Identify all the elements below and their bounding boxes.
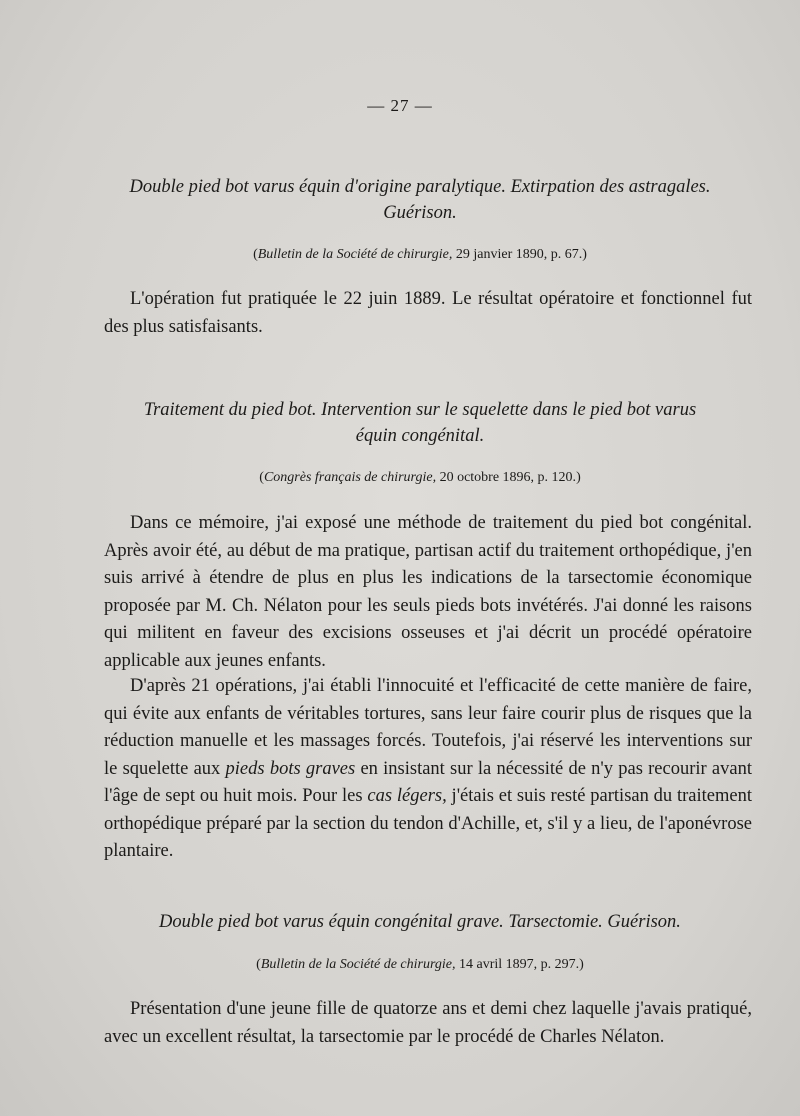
section2-paragraph-2	[104, 673, 752, 866]
section2-emphasis-pieds-bots-graves: pieds bots graves	[225, 758, 356, 779]
section2-paragraph-1: Dans ce mémoire, j'ai exposé une méthode de traitement du pied bot congénital. Après avoir été, au début de ma pratique, partisan actif du traitement orthopédique, j'en suis arrivé à étendre de plus en plus les indications de la tarsectomie économique proposée par M. Ch. Nélaton pour les seuls pieds bots invétérés. J'ai donné les raisons qui militent en faveur des excisions osseuses et j'ai décrit un procédé opératoire applicable aux jeunes enfants.	[104, 513, 752, 671]
section2-emphasis-cas-legers: cas légers,	[367, 786, 447, 806]
section1-title	[100, 174, 740, 226]
page-number: — 27 —	[367, 96, 433, 115]
section3-ref-source: Bulletin de la Société de chirurgie,	[260, 957, 456, 972]
section2-ref-detail: 20 octobre 1896, p. 120.	[439, 470, 577, 485]
section2-title	[100, 397, 740, 449]
section3-title-line1: Double pied bot varus équin congénital grave. Tarsectomie. Guérison.	[159, 912, 681, 932]
section3-body: Présentation d'une jeune fille de quatorze ans et demi chez laquelle j'avais pratiqué, avec un excellent résultat, la tarsectomie par le procédé de Charles Nélaton.	[104, 999, 752, 1047]
section1-ref-source: Bulletin de la Société de chirurgie,	[257, 247, 453, 262]
section1-ref-detail: 29 janvier 1890, p. 67.	[455, 247, 583, 262]
section2-ref-source: Congrès français de chirurgie,	[263, 470, 437, 485]
section1-body: L'opération fut pratiquée le 22 juin 1889. Le résultat opératoire et fonctionnel fut des plus satisfaisants.	[104, 289, 752, 337]
section2-title-line2: équin congénital.	[355, 426, 485, 446]
section2-paragraph-2-text-a: D'après 21 opérations, j'ai établi l'innocuité et l'efficacité de cette manière de faire, qui évite aux enfants de véritables tortures, sans leur faire courir plus de risques que la réduction manuelle et les massages forcés. Toutefois, j'ai réservé les interventions sur le squelette aux	[104, 676, 752, 779]
section2-paragraph-2-text-b: en insistant sur la nécessité de n'y pas recourir avant l'âge de sept ou huit mois. Pour les	[104, 758, 752, 806]
section2-title-line1: Traitement du pied bot. Intervention sur le squelette dans le pied bot varus	[143, 400, 697, 420]
section3-reference: (Bulletin de la Société de chirurgie, 14 avril 1897, p. 297.)	[256, 957, 584, 972]
section2-paragraph-2-text-c: j'étais et suis resté partisan du traitement orthopédique préparé par la section du tendon d'Achille, et, s'il y a lieu, de l'aponévrose plantaire.	[104, 786, 753, 861]
section1-title-line1: Double pied bot varus équin d'origine paralytique. Extirpation des astragales.	[129, 177, 711, 197]
section2-reference: (Congrès français de chirurgie, 20 octobre 1896, p. 120.)	[259, 470, 581, 485]
section3-ref-detail: 14 avril 1897, p. 297.	[459, 957, 580, 972]
section1-reference: (Bulletin de la Société de chirurgie, 29 janvier 1890, p. 67.)	[253, 247, 587, 262]
section1-title-line2: Guérison.	[383, 203, 457, 223]
section3-title	[100, 909, 740, 935]
